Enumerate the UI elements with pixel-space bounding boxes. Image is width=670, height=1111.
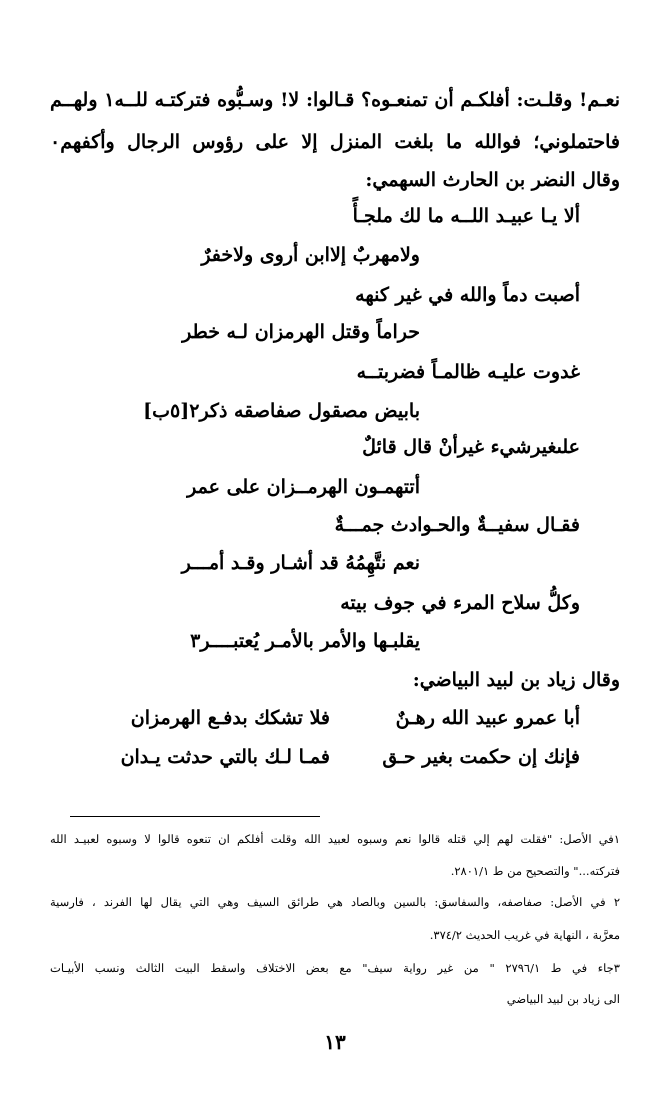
poem1-line-5: غدوت عليـه ظالمـاً فضربتــه — [356, 361, 580, 383]
poem2-verse-1-left: فلا تشكك بدفـع الهرمزان — [130, 707, 330, 729]
poem1-line-9: فقـال سفيــةٌ والحـوادث جمـــةٌ — [334, 514, 580, 536]
footnote-2-line-1: ٢ في الأصل: صفاصفه، والسفاسق: بالسين وبالصاد هي طرائق السيف وهي التي يقال لها الفرند ، فارسية — [50, 895, 620, 909]
poem1-line-11: وكلُّ سلاح المرء في جوف بيته — [340, 592, 580, 614]
poem1-line-2: ولامهربٌ إلاابن أروى ولاخفرٌ — [201, 244, 420, 266]
poem1-line-4: حراماً وقتل الهرمزان لـه خطر — [182, 321, 420, 343]
footnote-divider — [70, 816, 320, 817]
poem1-line-8: أتتهمـون الهرمــزان على عمر — [187, 476, 420, 498]
page-number: ١٣ — [324, 1030, 346, 1054]
footnote-3-line-2: الى زياد بن لبيد البياضي — [506, 992, 620, 1006]
poem1-line-7: علىغيرشيء غيرأنْ قال قائلٌ — [362, 436, 580, 458]
footnote-3-line-1: ٣جاء في ط ٢٧٩٦/١ " من غير رواية سيف" مع بعض الاختلاف واسقط البيت الثالث ونسب الأبيـات — [50, 961, 620, 975]
prose-line-1: نعـم! وقلـت: أفلكـم أن تمنعـوه؟ قـالوا: لا! وسـبُّوه فتركتـه للــه١ ولهــم — [50, 89, 620, 111]
prose-line-2: فاحتملوني؛ فوالله ما بلغت المنزل إلا على رؤوس الرجال وأكفهم٠ — [50, 131, 620, 153]
poem1-line-1: ألا يـا عبيـد اللــه ما لك ملجـأً — [352, 205, 580, 227]
poem1-line-6: بابيض مصقول صفاصقه ذكر٢[٥ب] — [143, 400, 420, 422]
poem1-line-3: أصبت دماً والله في غير كنهه — [355, 284, 580, 306]
poem2-verse-2-right: فإنك إن حكمت بغير حـق — [382, 746, 580, 768]
poem1-line-10: نعم نتَّهِمُهُ قد أشـار وقـد أمـــر — [181, 552, 420, 574]
poem2-verse-1-right: أبا عمرو عبيد الله رهـنٌ — [395, 707, 580, 729]
prose-line-3: وقال النضر بن الحارث السهمي: — [365, 169, 620, 191]
poem2-intro: وقال زياد بن لبيد البياضي: — [412, 669, 620, 691]
footnote-1-line-1: ١في الأصل: "فقلت لهم إلي قتله قالوا نعم وسبوه لعبيد الله وقلت أفلكم ان تنعوه قالوا لا وسبوه لعبيـد الله — [50, 832, 620, 846]
footnote-1-line-2: فتركته..." والتصحيح من ط ٢٨٠١/١. — [450, 864, 620, 878]
footnote-2-line-2: معرَّبة ، النهاية في غريب الحديث ٣٧٤/٢. — [429, 928, 620, 942]
poem2-verse-2-left: فمـا لـك بالتي حدثت يـدان — [120, 746, 330, 768]
poem1-line-12: يقلبـها والأمر بالأمـر يُعتبــــر٣ — [190, 630, 420, 652]
